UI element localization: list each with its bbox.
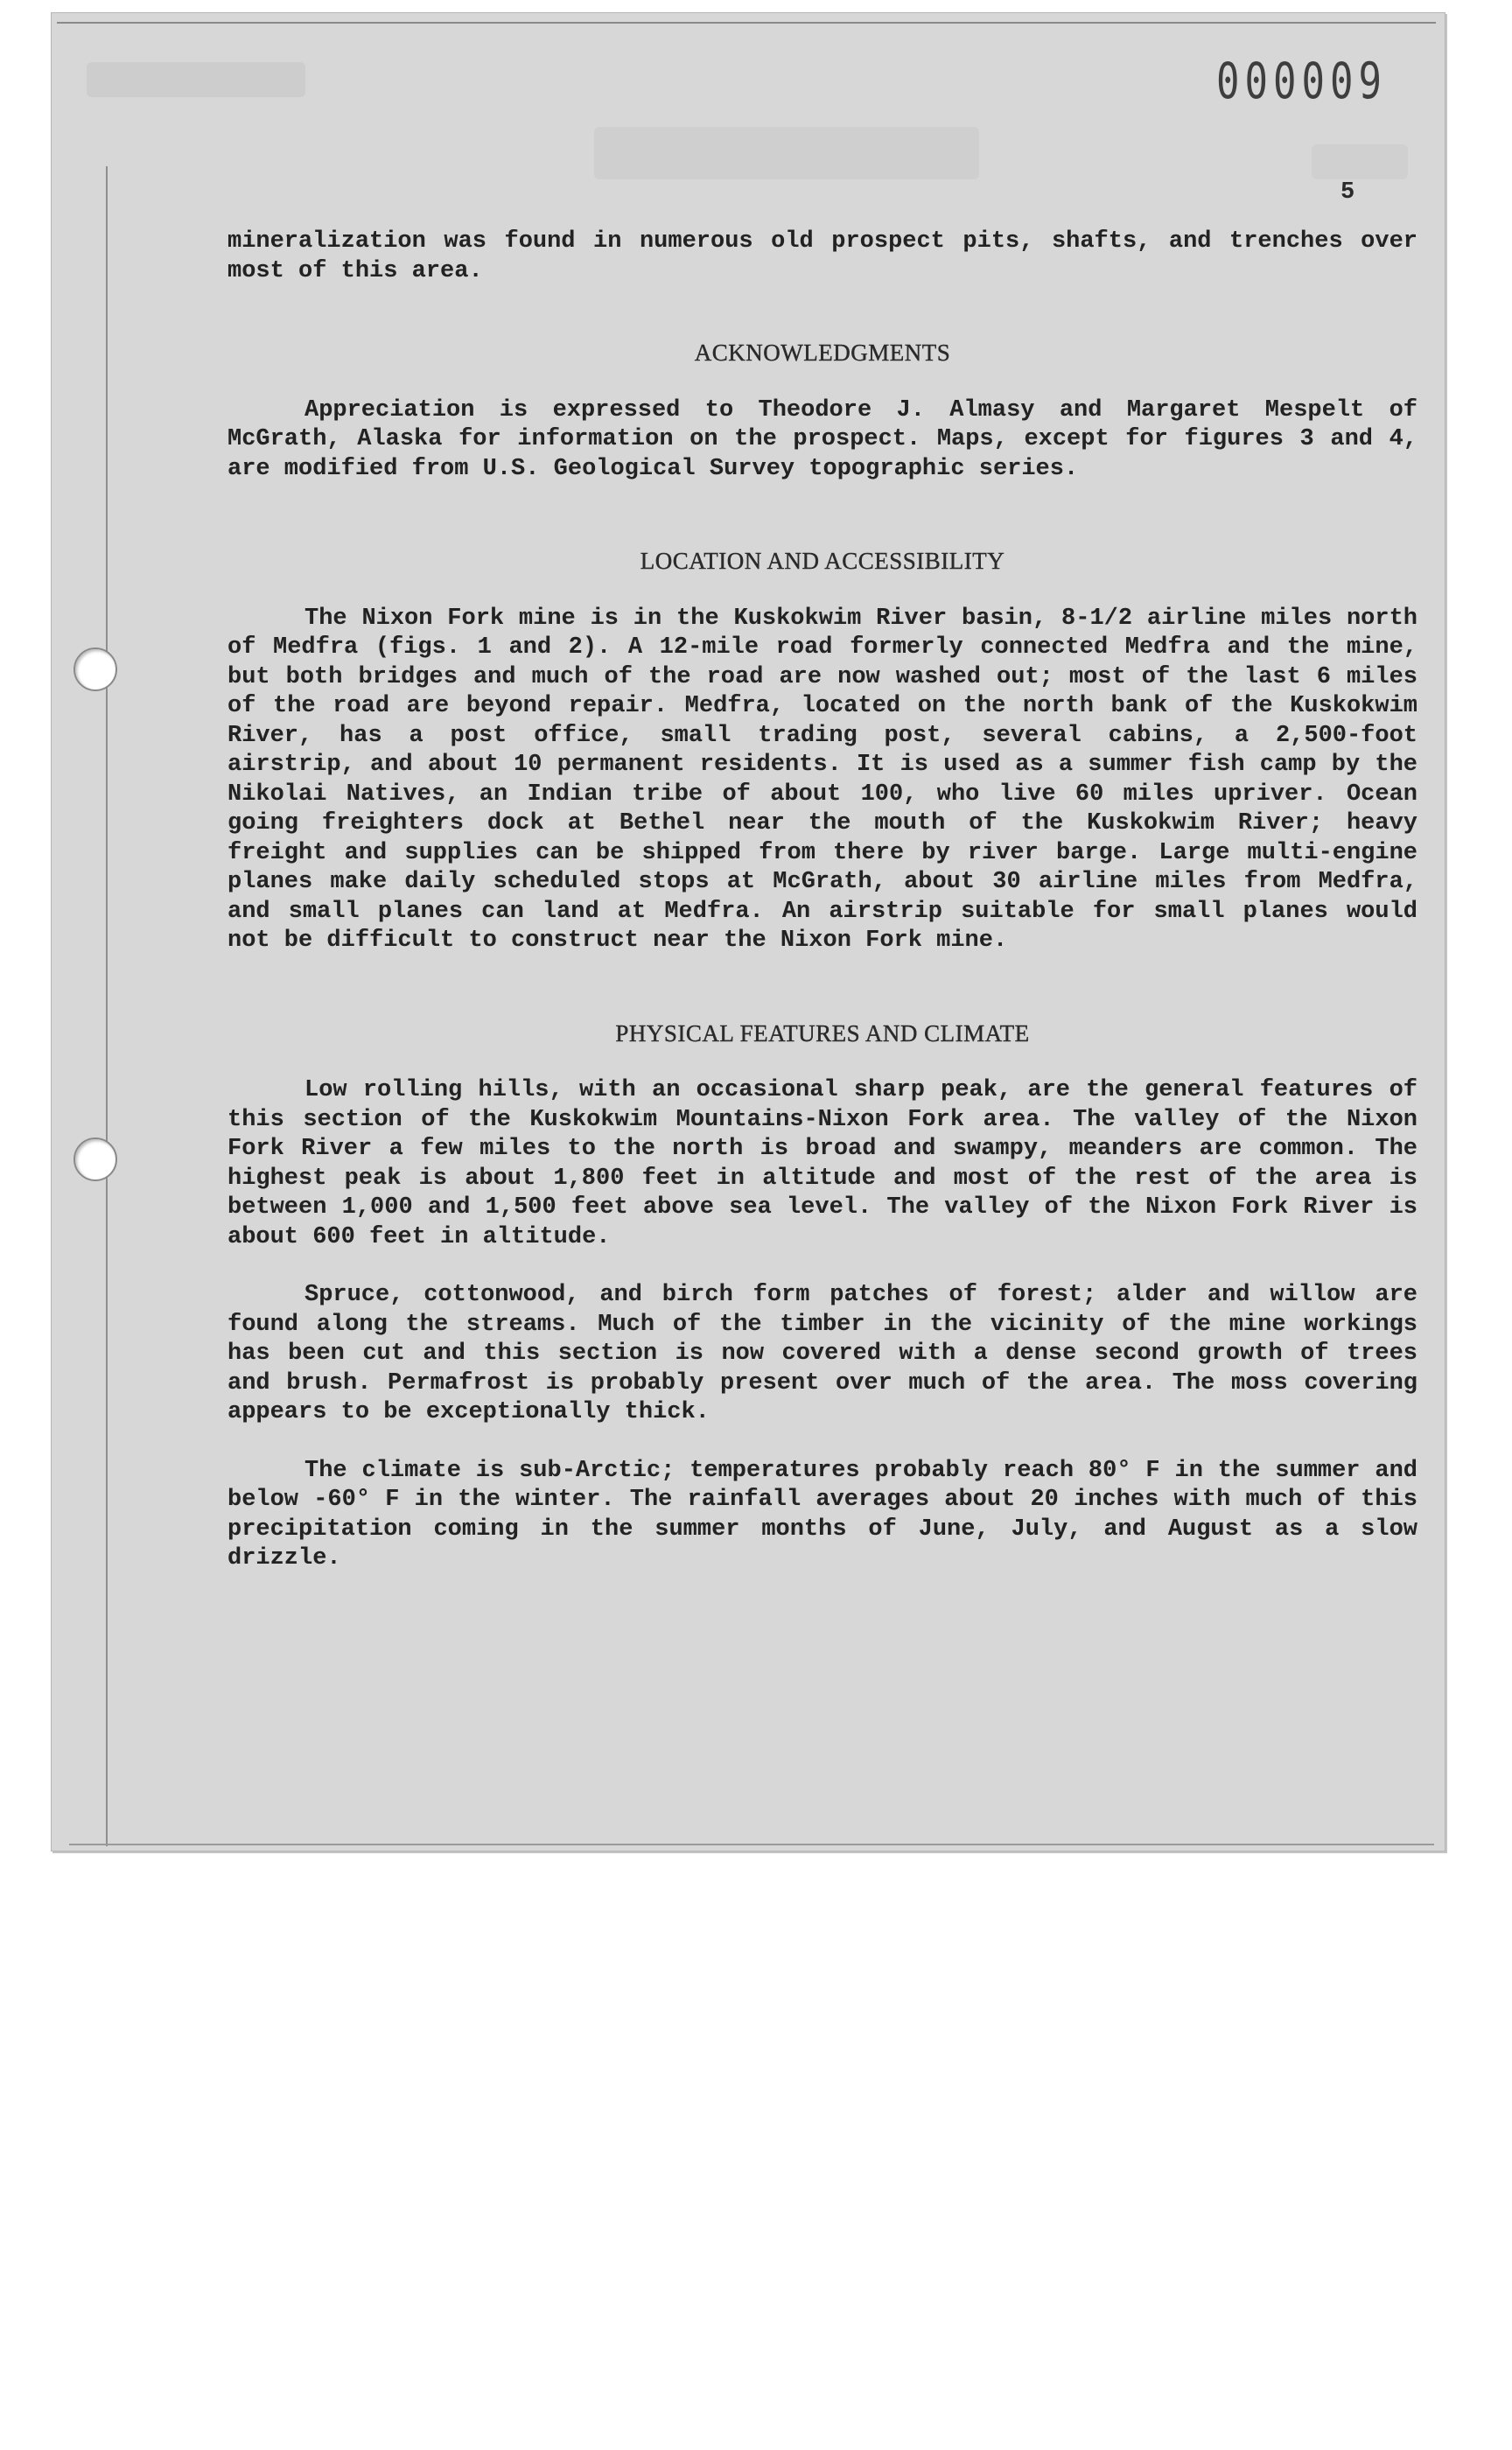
acknowledgments-paragraph: Appreciation is expressed to Theodore J. Almasy and Margaret Mespelt of McGrath, Alaska for information on the prospect. Maps, except for figures 3 and 4, are modified from U.S. Geological Survey topographic series. — [228, 396, 1418, 482]
physical-paragraph-terrain: Low rolling hills, with an occasional sharp peak, are the general features of this section of the Kuskokwim Mountains-Nixon Fork area. The valley of the Nixon Fork River a few miles to the north is broad and swampy, meanders are common. The highest peak is about 1,800 feet in altitude and most of the rest of the area is between 1,000 and 1,500 feet above sea level. The valley of the Nixon Fork River is about 600 feet in altitude. — [228, 1077, 1418, 1250]
physical-features-heading: PHYSICAL FEATURES AND CLIMATE — [615, 1019, 1030, 1046]
punch-hole-top — [74, 648, 117, 691]
physical-paragraph-climate: The climate is sub-Arctic; temperatures probably reach 80° F in the summer and below -60° F in the winter. The rainfall averages about 20 inches with much of this precipitation coming in the summer months of June, July, and August as a slow drizzle. — [228, 1457, 1418, 1572]
acknowledgments-heading: ACKNOWLEDGMENTS — [694, 340, 951, 366]
location-paragraph: The Nixon Fork mine is in the Kuskokwim River basin, 8-1/2 airline miles north of Medfra (figs. 1 and 2). A 12-mile road formerly connected Medfra and the mine, but both bridges and much of the road are now washed out; most of the last 6 miles of the road are beyond repair. Medfra, located on the north bank of the Kuskokwim River, has a post office, small trading post, several cabins, a 2,500-foot airstrip, and about 10 permanent residents. It is used as a summer fish camp by the Nikolai Natives, an Indian tribe of about 100, who live 60 miles upriver. Ocean going freighters dock at Bethel near the mouth of the Kuskokwim River; heavy freight and supplies can be shipped from there by river barge. Large multi-engine planes make daily scheduled stops at McGrath, about 30 airline miles from Medfra, and small planes can land at Medfra. An airstrip suitable for small planes would not be difficult to construct near the Nixon Fork mine. — [228, 605, 1418, 954]
document-body — [228, 228, 1418, 1574]
left-margin-line — [106, 166, 108, 1846]
punch-hole-bottom — [74, 1138, 117, 1181]
bleed-through-mark — [87, 62, 305, 97]
bleed-through-mark — [1312, 144, 1408, 179]
physical-paragraph-vegetation: Spruce, cottonwood, and birch form patches of forest; alder and willow are found along the streams. Much of the timber in the vicinity of the mine workings has been cut and this section is now covered with a dense second growth of trees and brush. Permafrost is probably present over much of the area. The moss covering appears to be exceptionally thick. — [228, 1282, 1418, 1425]
document-stamp-number: 000009 — [1216, 52, 1387, 111]
top-edge-line — [57, 22, 1436, 24]
location-heading: LOCATION AND ACCESSIBILITY — [640, 548, 1005, 574]
bleed-through-mark — [594, 127, 979, 179]
page-number: 5 — [1340, 179, 1355, 206]
intro-paragraph: mineralization was found in numerous old prospect pits, shafts, and trenches over most of this area. — [228, 228, 1418, 284]
bottom-edge-line — [69, 1844, 1434, 1845]
